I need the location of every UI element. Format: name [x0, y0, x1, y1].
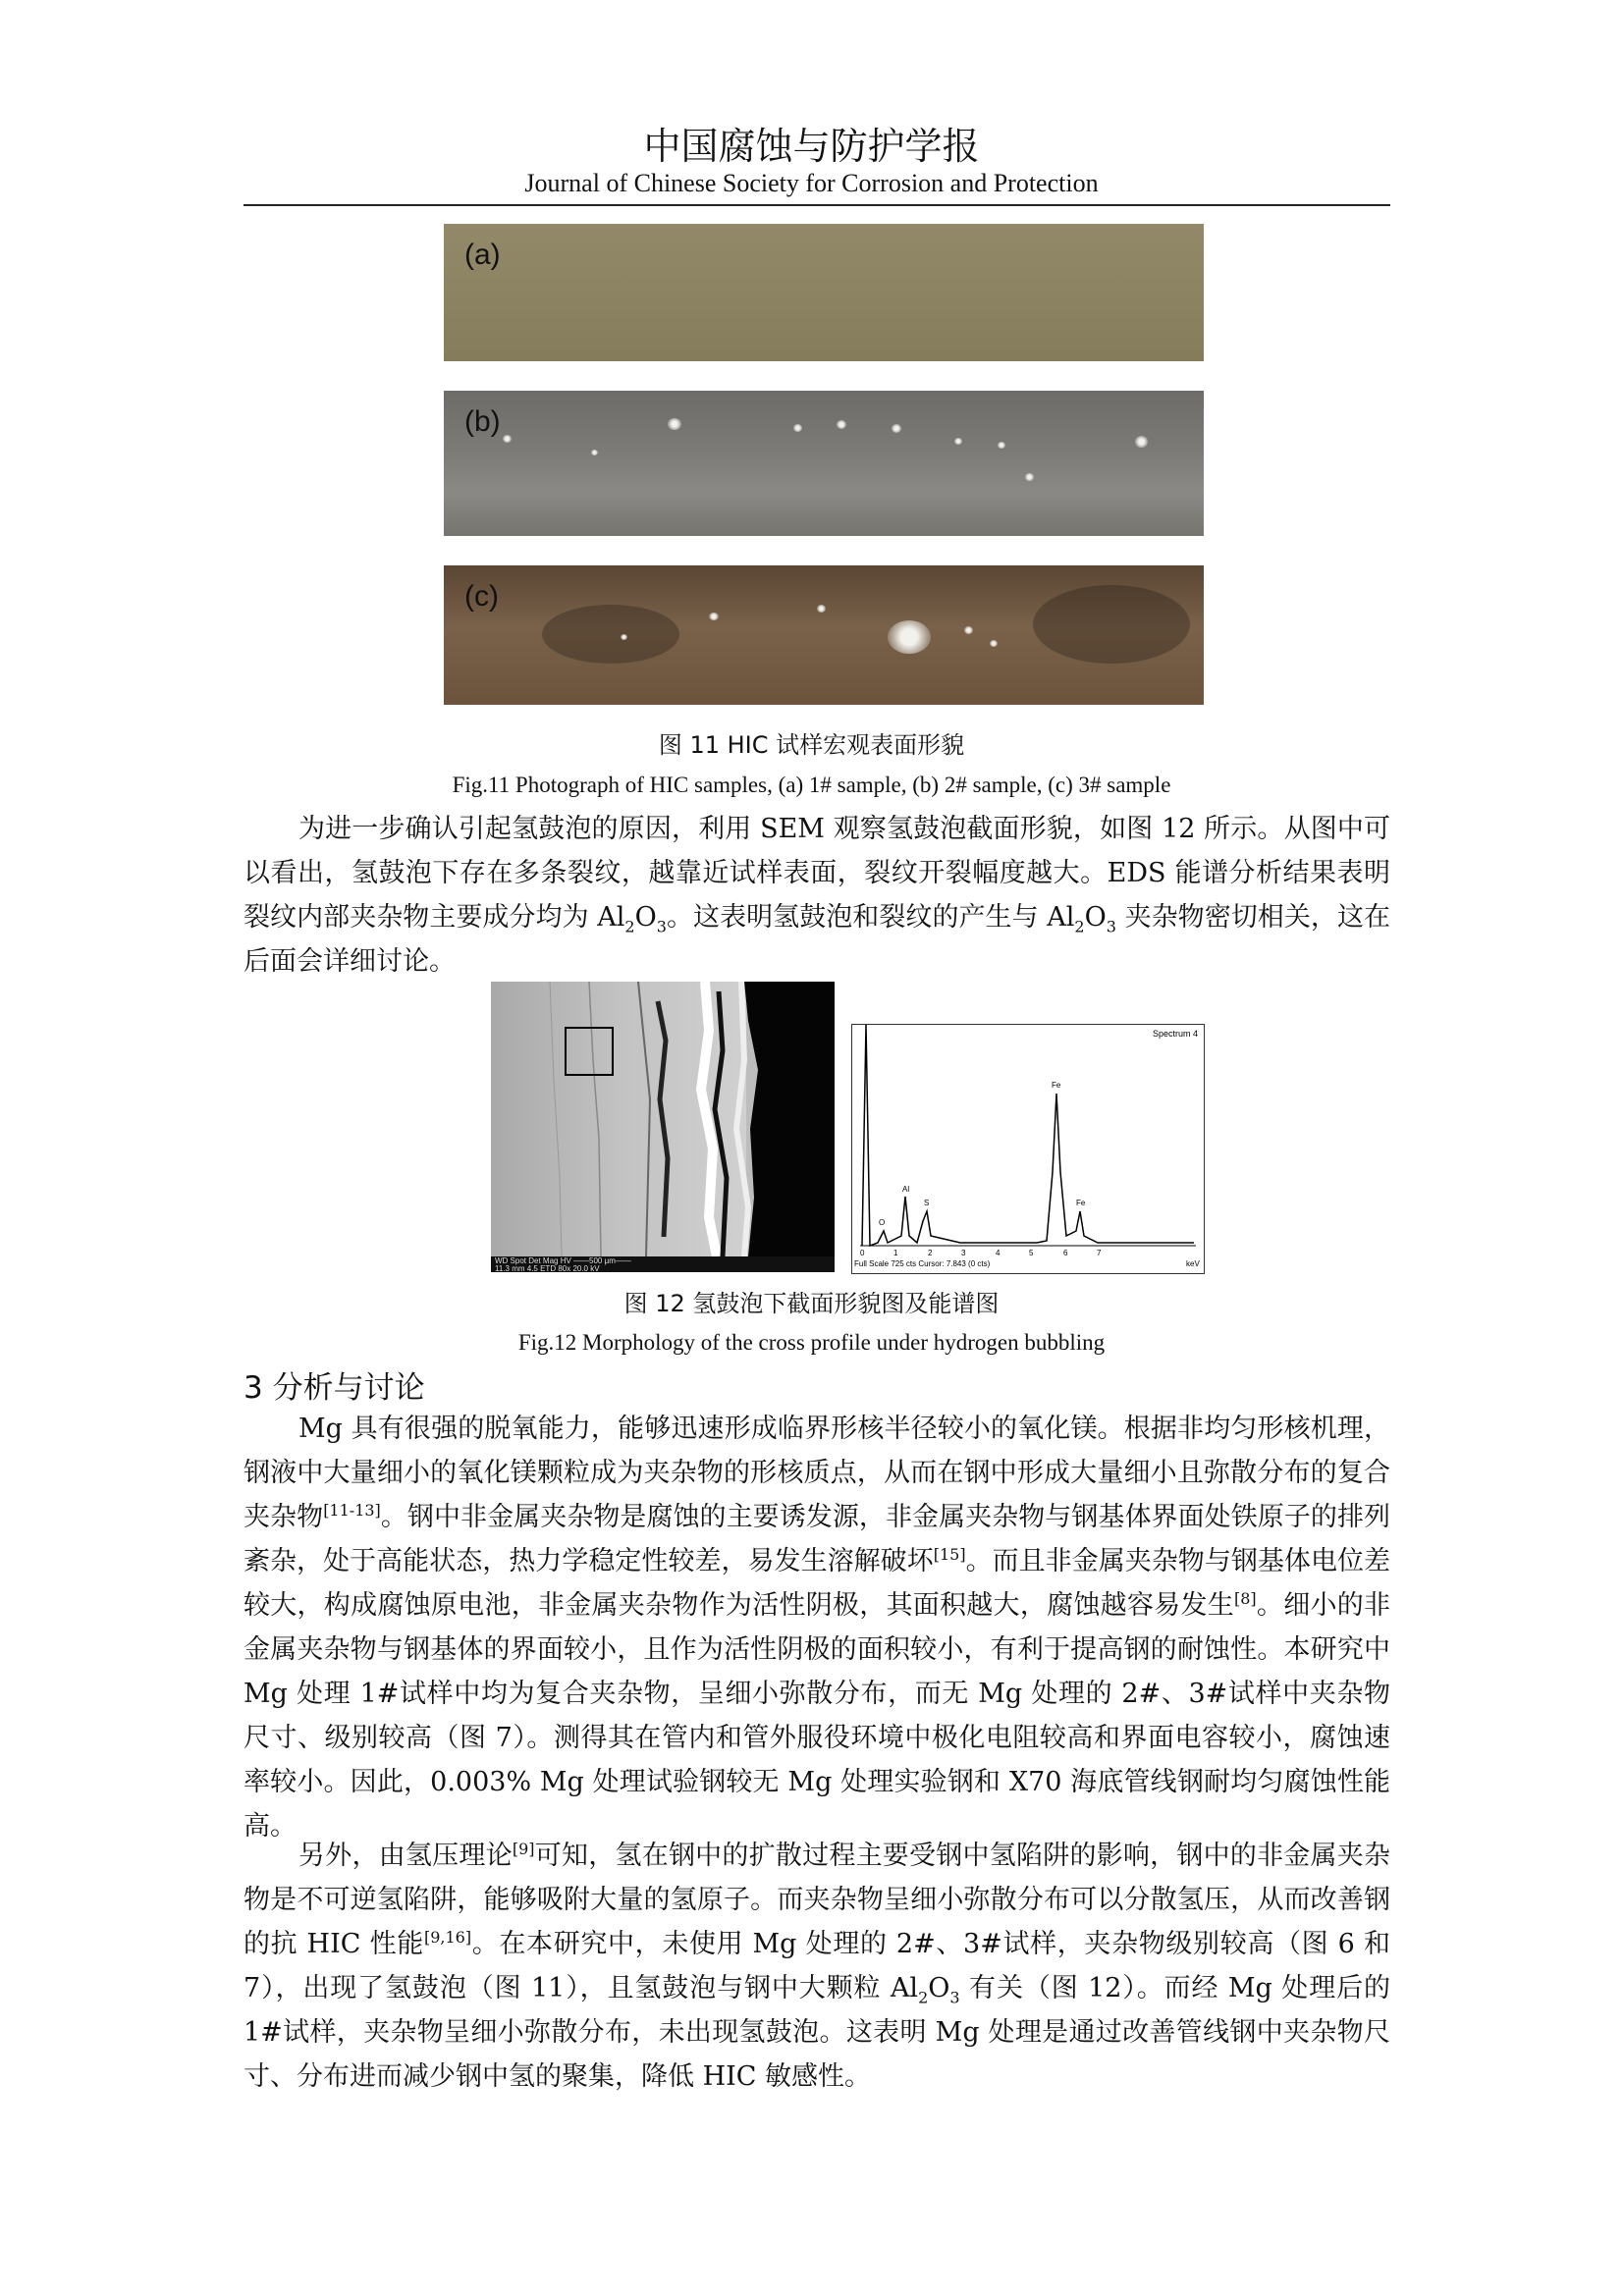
eds-peak-label: O — [879, 1218, 886, 1227]
blister-spot — [1135, 436, 1148, 448]
eds-tick: 4 — [996, 1249, 1001, 1257]
fig11-panel-c — [444, 565, 1204, 705]
journal-title-en: Journal of Chinese Society for Corrosion and Protection — [524, 169, 1099, 197]
eds-peak-label: S — [924, 1199, 930, 1207]
fig11-panel-a-label: (a) — [464, 239, 501, 271]
blister-spot — [998, 442, 1005, 449]
eds-tick: 6 — [1063, 1249, 1068, 1257]
eds-footer: Full Scale 725 cts Cursor: 7.843 (0 cts) — [854, 1259, 991, 1268]
blister-spot — [591, 450, 598, 455]
blister-spot — [837, 420, 846, 429]
fig12-caption-en: Fig.12 Morphology of the cross profile under hydrogen bubbling — [517, 1330, 1106, 1355]
blister-spot — [1025, 473, 1034, 481]
eds-x-ticks — [854, 1249, 1200, 1268]
blister-spot — [892, 424, 901, 433]
fig11-panel-c-label: (c) — [464, 580, 499, 613]
section-3-title: 3 分析与讨论 — [243, 1370, 425, 1406]
eds-tick: 2 — [928, 1249, 933, 1257]
corrosion-stain — [542, 605, 679, 664]
eds-tick: 5 — [1029, 1249, 1034, 1257]
paragraph-2: Mg 具有很强的脱氧能力，能够迅速形成临界形核半径较小的氧化镁。根据非均匀形核机理，钢液中大量细小的氧化镁颗粒成为夹杂物的形核质点，从而在钢中形成大量细小且弥散分布的复合夹杂物[11-13]。钢中非金属夹杂物是腐蚀的主要诱发源，非金属夹杂物与钢基体界面处铁原子的排列紊杂，处于高能状态，热力学稳定性较差，易发生溶解破坏[15]。而且非金属夹杂物与钢基体电位差较大，构成腐蚀原电池，非金属夹杂物作为活性阴极，其面积越大，腐蚀越容易发生[8]。细小的非金属夹杂物与钢基体的界面较小，且作为活性阴极的面积较小，有利于提高钢的耐蚀性。本研究中 Mg 处理 1#试样中均为复合夹杂物，呈细小弥散分布，而无 Mg 处理的 2#、3#试样中夹杂物尺寸、级别较高（图 7）。测得其在管内和管外服役环境中极化电阻较高和界面电容较小，腐蚀速率较小。因此，0.003% Mg 处理试验钢较无 Mg 处理实验钢和 X70 海底管线钢耐均匀腐蚀性能高。 — [243, 1414, 1391, 1842]
paragraph-3: 另外，由氢压理论[9]可知，氢在钢中的扩散过程主要受钢中氢陷阱的影响，钢中的非金属夹杂物是不可逆氢陷阱，能够吸附大量的氢原子。而夹杂物呈细小弥散分布可以分散氢压，从而改善钢的抗 HIC 性能[9,16]。在本研究中，未使用 Mg 处理的 2#、3#试样，夹杂物级别较高（图 6 和 7），出现了氢鼓泡（图 11），且氢鼓泡与钢中大颗粒 $Al_2O_3$ 有关（图 12）。而经 Mg 处理后的 1#试样，夹杂物呈细小弥散分布，未出现氢鼓泡。这表明 Mg 处理是通过改善管线钢中夹杂物尺寸、分布进而减少钢中氢的聚集，降低 HIC 敏感性。 — [243, 1840, 1391, 2092]
journal-title-cn: 中国腐蚀与防护学报 — [643, 125, 980, 168]
eds-tick: 3 — [961, 1249, 966, 1257]
fig11-panel-a — [444, 224, 1204, 361]
blister-spot — [621, 634, 627, 640]
blister-spot — [668, 418, 681, 430]
fig12-eds-spectrum — [851, 1024, 1205, 1274]
fig12-caption-cn: 图 12 氢鼓泡下截面形貌图及能谱图 — [623, 1290, 1000, 1317]
eds-peak-label: Fe — [1076, 1199, 1086, 1207]
sem-databar-2: 11.3 mm 4.5 ETD 80x 20.0 kV — [495, 1264, 600, 1272]
corrosion-stain — [1033, 585, 1190, 664]
blister-spot — [990, 640, 998, 647]
eds-plot — [852, 1025, 1204, 1273]
blister-spot — [888, 620, 931, 654]
header-rule — [243, 204, 1390, 206]
blister-spot — [954, 438, 962, 445]
blister-spot — [709, 613, 719, 620]
fig12-sem-image — [491, 982, 835, 1272]
blister-spot — [964, 626, 973, 634]
fig11-panel-b-label: (b) — [464, 405, 501, 438]
eds-tick: 7 — [1097, 1249, 1102, 1257]
fig11-panel-b — [444, 391, 1204, 536]
eds-unit: keV — [1186, 1259, 1200, 1268]
eds-peak-label: Fe — [1052, 1081, 1061, 1090]
sem-micrograph — [491, 982, 835, 1272]
eds-tick: 1 — [893, 1249, 898, 1257]
blister-spot — [793, 424, 802, 432]
blister-spot — [817, 605, 826, 613]
blister-spot — [503, 435, 512, 443]
fig11-caption-cn: 图 11 HIC 试样宏观表面形貌 — [658, 731, 965, 759]
sem-databar-1: WD Spot Det Mag HV ——500 μm—— — [495, 1256, 631, 1265]
eds-tick: 0 — [860, 1249, 865, 1257]
paragraph-1: 为进一步确认引起氢鼓泡的原因，利用 SEM 观察氢鼓泡截面形貌，如图 12 所示。从图中可以看出，氢鼓泡下存在多条裂纹，越靠近试样表面，裂纹开裂幅度越大。EDS 能谱分析结果表明裂纹内部夹杂物主要成分均为 $Al_2O_3$。这表明氢鼓泡和裂纹的产生与 $Al_2O_3$ 夹杂物密切相关，这在后面会详细讨论。 — [243, 814, 1391, 977]
eds-title: Spectrum 4 — [1152, 1029, 1198, 1039]
eds-peak-label: Al — [902, 1185, 910, 1194]
fig11-caption-en: Fig.11 Photograph of HIC samples, (a) 1# sample, (b) 2# sample, (c) 3# sample — [452, 773, 1171, 797]
